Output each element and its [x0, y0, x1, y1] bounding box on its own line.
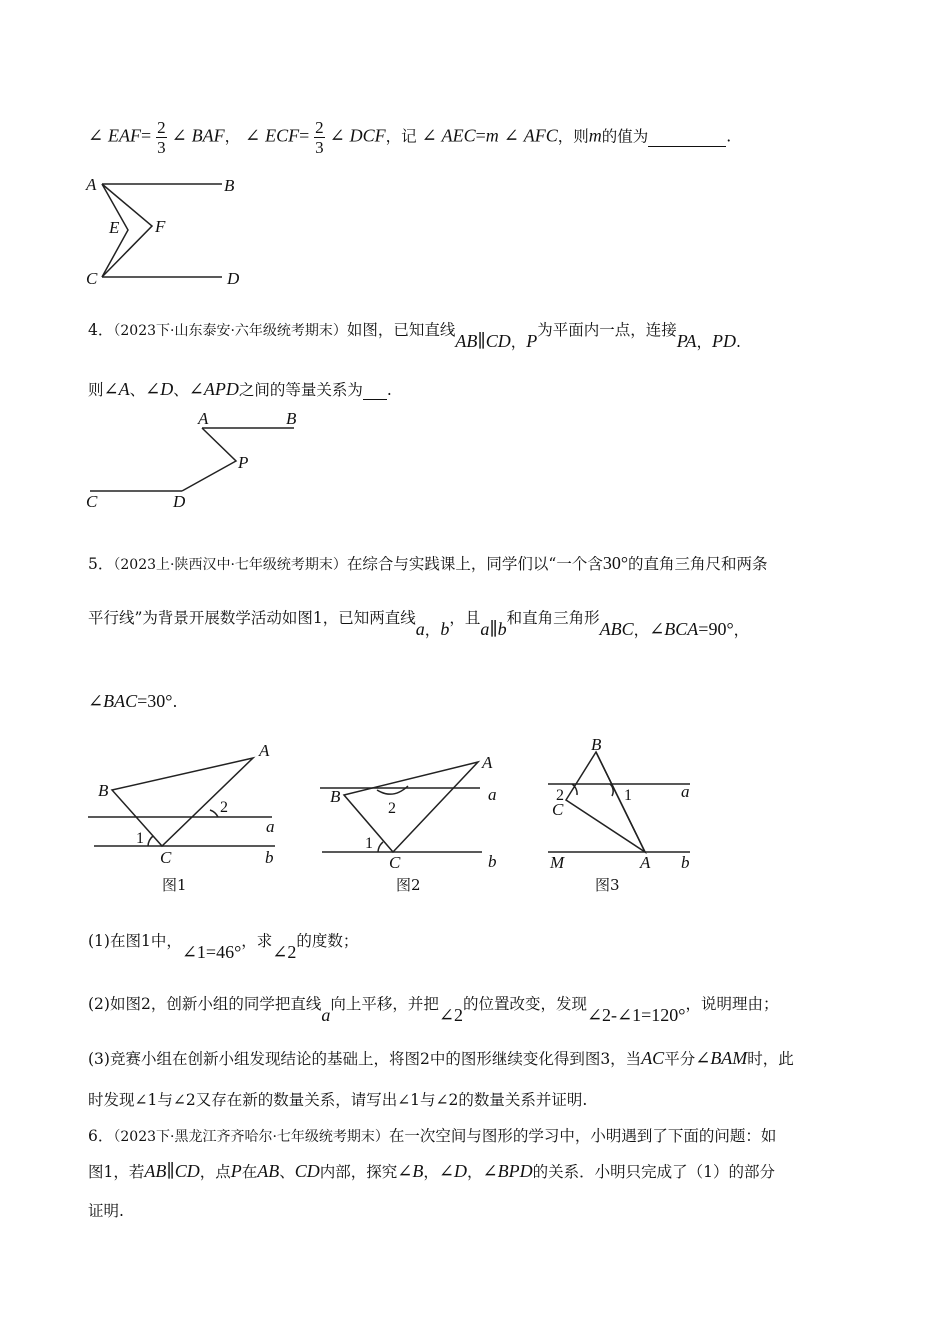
q5-part-1: (1)在图1中，∠1=46°，求∠2的度数； [88, 932, 359, 962]
q3-label-c: C [86, 269, 98, 288]
fraction-two-thirds-2: $\frac{2}{3}$ [315, 118, 324, 157]
fig2-arc-2 [377, 786, 408, 794]
q3-label-d: D [227, 269, 240, 288]
fig3-label-line-a: a [681, 782, 690, 801]
q3-label-b: B [224, 176, 235, 195]
fig3-label-b: B [591, 735, 602, 754]
fig2-arc-1 [378, 842, 383, 852]
q3-label-f: F [155, 217, 166, 236]
fig1-arc-2 [210, 810, 218, 817]
q5-line-1: 5．（2023上·陕西汉中·七年级统考期末）在综合与实践课上，同学们以“一个含30°的直角三角尺和两条 [88, 553, 768, 573]
q4-label-d: D [173, 492, 186, 511]
q5-part-3-line-1: (3)竞赛小组在创新小组发现结论的基础上，将图2中的图形继续变化得到图3，当AC平分∠BAM时，此 [88, 1048, 794, 1068]
q3-label-e: E [109, 218, 120, 237]
q5-line-3: ∠BAC=30°. [88, 691, 178, 711]
q6-line-2: 图1，若AB∥CD，点P在AB、CD内部，探究∠B，∠D，∠BPD的关系．小明只完成了（1）的部分 [88, 1161, 775, 1181]
q4-line-2: 则∠A、∠D、∠APD之间的等量关系为 . [88, 379, 392, 399]
fig3-label-a: A [640, 853, 651, 872]
q5-figure-1 [88, 741, 275, 894]
fig2-caption: 图2 [396, 876, 421, 894]
q5-line-2: 平行线”为背景开展数学活动如图1，已知两直线a，b，且a∥b和直角三角形ABC，∠BCA=90°， [88, 609, 750, 639]
q3-label-a: A [86, 175, 97, 194]
fig2-label-line-b: b [488, 852, 497, 871]
fig1-label-b: B [98, 781, 109, 800]
fig2-label-line-a: a [488, 785, 497, 804]
fig1-caption: 图1 [162, 876, 187, 894]
fig3-line-ba [596, 752, 645, 852]
q3-condition-line: ∠ EAF= $\frac{2}{3}$ ∠ BAF， ∠ ECF= $\frac{2}{3}$ ∠ DCF，记 ∠ AEC=m ∠ AFC，则m的值为 . [88, 118, 732, 157]
fig1-label-a: A [259, 741, 270, 760]
q4-line-1: 4．（2023下·山东泰安·六年级统考期末）如图，已知直线AB∥CD，P为平面内一点，连接PA，PD. [88, 321, 741, 351]
q6-line-1: 6．（2023下·黑龙江齐齐哈尔·七年级统考期末）在一次空间与图形的学习中，小明遇到了下面的问题：如 [88, 1127, 777, 1145]
fig3-caption: 图3 [595, 876, 620, 894]
fig3-angle-1: 1 [624, 787, 632, 804]
fig1-label-line-b: b [265, 848, 274, 867]
fig2-label-a: A [482, 753, 493, 772]
fig1-label-c: C [160, 848, 172, 867]
fig3-label-m: M [550, 853, 565, 872]
q4-label-p: P [238, 453, 249, 472]
fig3-label-line-b: b [681, 853, 690, 872]
fig1-triangle [112, 758, 253, 846]
fig2-angle-2: 2 [388, 800, 396, 817]
fig1-arc-1 [148, 836, 153, 846]
q6-line-3: 证明. [88, 1202, 124, 1220]
q4-label-b: B [286, 409, 297, 428]
fraction-two-thirds: $\frac{2}{3}$ [157, 118, 166, 157]
fig2-angle-1: 1 [365, 835, 373, 852]
fig2-label-c: C [389, 853, 401, 872]
q5-figure-3 [548, 735, 690, 894]
fig1-label-line-a: a [266, 817, 275, 836]
fig3-triangle [566, 752, 645, 852]
fig1-angle-2: 2 [220, 799, 228, 816]
q4-label-a: A [198, 409, 209, 428]
q5-part-3-line-2: 时发现∠1与∠2又存在新的数量关系，请写出∠1与∠2的数量关系并证明. [88, 1091, 588, 1109]
fig2-label-b: B [330, 787, 341, 806]
fig3-label-c: C [552, 800, 564, 819]
fig1-angle-1: 1 [136, 830, 144, 847]
q5-figure-2 [320, 753, 497, 894]
q4-label-c: C [86, 492, 98, 511]
q5-part-2: (2)如图2，创新小组的同学把直线a向上平移，并把∠2的位置改变，发现∠2-∠1=120°，说明理由； [88, 995, 779, 1025]
fig3-angle-2: 2 [556, 787, 564, 804]
